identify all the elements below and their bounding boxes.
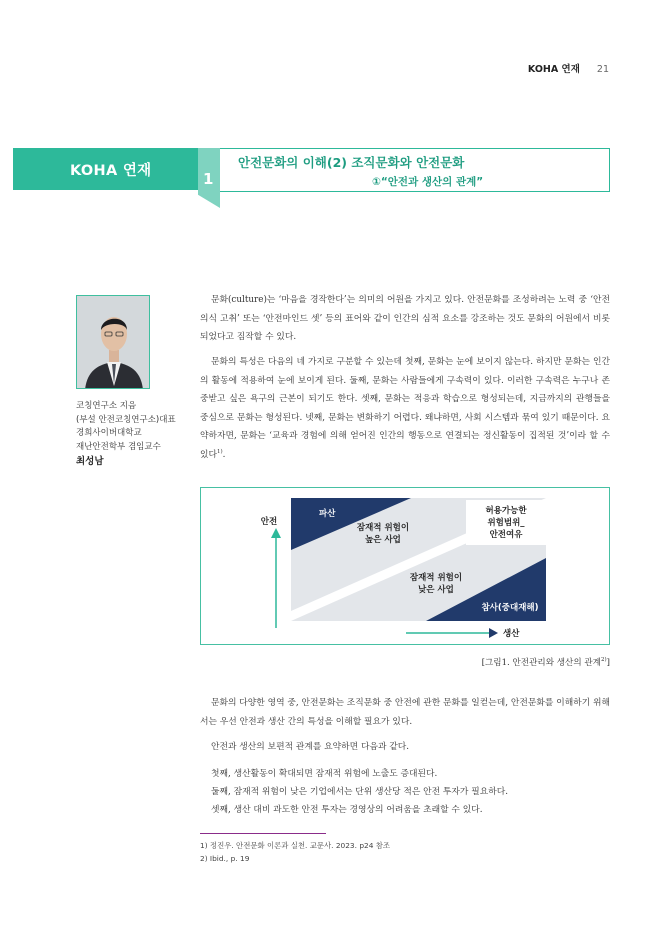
label-low-risk-2: 낮은 사업: [418, 585, 454, 595]
author-name: 최성남: [76, 456, 104, 467]
running-head-series: KOHA 연재: [527, 64, 580, 75]
figure-caption: [482, 656, 610, 668]
paragraph-2-text: [200, 353, 610, 464]
x-axis-arrowhead: [489, 628, 498, 638]
label-high-risk-2: 높은 사업: [365, 535, 401, 545]
author-affiliation-1: 코칭연구소 지음: [76, 401, 137, 411]
running-head: [528, 61, 609, 75]
paragraph-3-text: 문화의 다양한 영역 중, 안전문화는 조직문화 중 안전에 관한 문화를 일컫는데, 안전문화를 이해하기 위해서는 우선 안전과 생산 간의 특성을 이해할 필요가 있다.: [200, 698, 610, 727]
label-low-risk-1: 잠재적 위험이: [409, 573, 463, 583]
author-affiliation-3: 경희사이버대학교: [76, 428, 142, 438]
label-disaster: 참사(중대재해): [481, 603, 539, 613]
article-subtitle: ①“안전과 생산의 관계”: [372, 176, 484, 188]
figure-caption-end: ]: [606, 658, 610, 668]
footnotes: [200, 839, 390, 865]
relationship-list: [200, 765, 610, 819]
label-acceptable-3: 안전여유: [489, 530, 523, 540]
paragraph-2-end: .: [222, 449, 226, 460]
footnote-2: 2) Ibid., p. 19: [200, 854, 250, 863]
author-photo: [76, 295, 150, 389]
label-high-risk-1: 잠재적 위험이: [356, 523, 410, 533]
author-portrait-illustration: [77, 296, 150, 389]
label-bankruptcy: 파산: [319, 509, 336, 519]
paragraph-1-text: 문화(culture)는 ‘마음을 경작한다’는 의미의 어원을 가지고 있다. 안전문화를 조성하려는 노력 중 ‘안전의식 고취’ 또는 ‘안전마인드 셋’ 등의 표어와 같이 인간의 심적 요소를 강조하는 것도 문화의 어원에서 비롯되었다고 짐작할 수 있다.: [200, 295, 610, 342]
figure-diagram: [201, 488, 611, 646]
section-band: KOHA 연재: [13, 148, 215, 190]
label-acceptable-2: 위험범위_: [487, 518, 525, 528]
figure-caption-text: [그림1. 안전관리와 생산의 관계: [481, 658, 601, 668]
author-info: [76, 400, 176, 469]
list-item: 셋째, 생산 대비 과도한 안전 투자는 경영상의 어려움을 초래할 수 있다.: [211, 805, 483, 815]
article-title: 안전문화의 이해(2) 조직문화와 안전문화: [238, 155, 465, 170]
y-axis-label: 안전: [260, 517, 278, 527]
paragraph-2: [200, 353, 610, 464]
figure-safety-production: [200, 487, 610, 645]
footnote-ref-1: 1): [217, 448, 223, 455]
author-affiliation-4: 재난안전학부 겸임교수: [76, 441, 161, 452]
section-number: 1: [203, 170, 214, 188]
label-acceptable-1: 허용가능한: [485, 506, 527, 516]
paragraph-4-text: 안전과 생산의 보편적 관계를 요약하면 다음과 같다.: [211, 742, 410, 752]
paragraph-4: [200, 738, 610, 757]
paragraph-3: [200, 694, 610, 731]
list-item: 첫째, 생산활동이 확대되면 잠재적 위험에 노출도 증대된다.: [211, 769, 438, 779]
y-axis-arrowhead: [271, 528, 281, 538]
paragraph-2-body: 문화의 특성은 다음의 네 가지로 구분할 수 있는데 첫째, 문화는 눈에 보이지 않는다. 하지만 문화는 인간의 활동에 적용하여 눈에 보이게 된다. 둘째, 문화는 사람들에게 구속력이 있다. 이러한 구속력은 누구나 존중받고 싶은 욕구의 근본이 되기도 한다. 셋째, 문화는 적응과 학습으로 형성되는데, 지금까지의 관행들을 중심으로 문화는 형성된다. 넷째, 문화는 변화하기 어렵다. 왜냐하면, 사회 시스템과 묶여 있기 때문이다. 요약하자면, 문화는 ‘교육과 경험에 의해 얻어진 인간의 행동으로 연결되는 정신활동이 집적된 것’이라 할 수 있다: [200, 357, 610, 460]
page-number: 21: [596, 64, 609, 75]
footnote-rule: [200, 833, 326, 834]
paragraph-1: [200, 291, 610, 347]
list-item: 둘째, 잠재적 위험이 낮은 기업에서는 단위 생산당 적은 안전 투자가 필요하다.: [211, 787, 508, 797]
author-affiliation-2: (부설 안전코칭연구소)대표: [76, 414, 176, 425]
footnote-1: 1) 정진우. 안전문화 이론과 실천. 교문사. 2023. p24 참조: [200, 841, 391, 850]
footnote-ref-2: 2): [600, 657, 607, 664]
x-axis-label: 생산: [503, 629, 520, 639]
